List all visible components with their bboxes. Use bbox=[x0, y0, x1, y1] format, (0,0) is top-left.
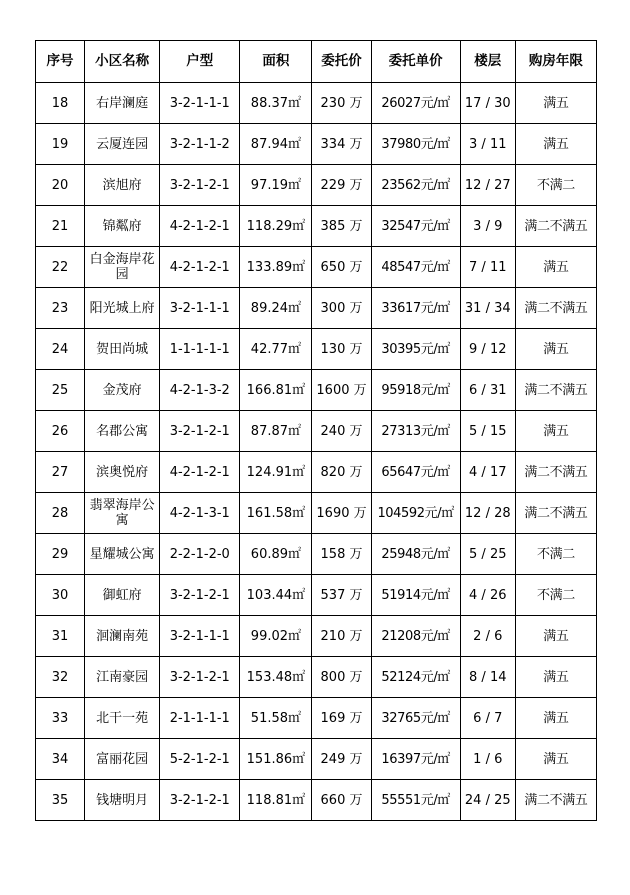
header-ownership-years: 购房年限 bbox=[515, 41, 596, 83]
layout-code-cell: 3-2-1-2-1 bbox=[160, 165, 240, 206]
unit-price-cell: 52124元/㎡ bbox=[371, 657, 460, 698]
floor-cell: 4 / 26 bbox=[460, 575, 515, 616]
asking-price-cell: 1690 万 bbox=[312, 493, 371, 534]
row-index-cell: 35 bbox=[36, 780, 85, 821]
floor-cell: 3 / 11 bbox=[460, 124, 515, 165]
unit-price-cell: 16397元/㎡ bbox=[371, 739, 460, 780]
row-index-cell: 24 bbox=[36, 329, 85, 370]
row-index-cell: 20 bbox=[36, 165, 85, 206]
property-listing-table bbox=[35, 40, 597, 821]
community-name-cell: 滨奥悦府 bbox=[85, 452, 160, 493]
ownership-years-cell: 满五 bbox=[515, 124, 596, 165]
area-cell: 89.24㎡ bbox=[240, 288, 312, 329]
layout-code-cell: 4-2-1-2-1 bbox=[160, 452, 240, 493]
floor-cell: 5 / 15 bbox=[460, 411, 515, 452]
floor-cell: 7 / 11 bbox=[460, 247, 515, 288]
floor-cell: 6 / 31 bbox=[460, 370, 515, 411]
area-cell: 161.58㎡ bbox=[240, 493, 312, 534]
ownership-years-cell: 满五 bbox=[515, 83, 596, 124]
unit-price-cell: 33617元/㎡ bbox=[371, 288, 460, 329]
asking-price-cell: 210 万 bbox=[312, 616, 371, 657]
ownership-years-cell: 不满二 bbox=[515, 165, 596, 206]
ownership-years-cell: 满二不满五 bbox=[515, 493, 596, 534]
layout-code-cell: 1-1-1-1-1 bbox=[160, 329, 240, 370]
community-name-cell: 滨旭府 bbox=[85, 165, 160, 206]
table-row bbox=[36, 288, 597, 329]
unit-price-cell: 32547元/㎡ bbox=[371, 206, 460, 247]
table-row bbox=[36, 452, 597, 493]
header-area: 面积 bbox=[240, 41, 312, 83]
community-name-cell: 白金海岸花园 bbox=[85, 247, 160, 288]
unit-price-cell: 23562元/㎡ bbox=[371, 165, 460, 206]
layout-code-cell: 4-2-1-3-1 bbox=[160, 493, 240, 534]
ownership-years-cell: 满五 bbox=[515, 616, 596, 657]
ownership-years-cell: 满五 bbox=[515, 739, 596, 780]
community-name-cell: 洄澜南苑 bbox=[85, 616, 160, 657]
area-cell: 42.77㎡ bbox=[240, 329, 312, 370]
asking-price-cell: 130 万 bbox=[312, 329, 371, 370]
area-cell: 118.81㎡ bbox=[240, 780, 312, 821]
table-row bbox=[36, 534, 597, 575]
layout-code-cell: 4-2-1-3-2 bbox=[160, 370, 240, 411]
header-floor: 楼层 bbox=[460, 41, 515, 83]
header-index: 序号 bbox=[36, 41, 85, 83]
floor-cell: 6 / 7 bbox=[460, 698, 515, 739]
row-index-cell: 33 bbox=[36, 698, 85, 739]
table-row bbox=[36, 616, 597, 657]
floor-cell: 17 / 30 bbox=[460, 83, 515, 124]
row-index-cell: 30 bbox=[36, 575, 85, 616]
table-row bbox=[36, 83, 597, 124]
asking-price-cell: 820 万 bbox=[312, 452, 371, 493]
layout-code-cell: 3-2-1-1-1 bbox=[160, 616, 240, 657]
row-index-cell: 18 bbox=[36, 83, 85, 124]
unit-price-cell: 37980元/㎡ bbox=[371, 124, 460, 165]
area-cell: 97.19㎡ bbox=[240, 165, 312, 206]
table-row bbox=[36, 575, 597, 616]
floor-cell: 2 / 6 bbox=[460, 616, 515, 657]
ownership-years-cell: 不满二 bbox=[515, 575, 596, 616]
asking-price-cell: 385 万 bbox=[312, 206, 371, 247]
table-row bbox=[36, 165, 597, 206]
layout-code-cell: 2-1-1-1-1 bbox=[160, 698, 240, 739]
ownership-years-cell: 满二不满五 bbox=[515, 370, 596, 411]
ownership-years-cell: 满二不满五 bbox=[515, 780, 596, 821]
unit-price-cell: 32765元/㎡ bbox=[371, 698, 460, 739]
asking-price-cell: 1600 万 bbox=[312, 370, 371, 411]
ownership-years-cell: 满二不满五 bbox=[515, 288, 596, 329]
layout-code-cell: 3-2-1-2-1 bbox=[160, 575, 240, 616]
area-cell: 166.81㎡ bbox=[240, 370, 312, 411]
floor-cell: 12 / 27 bbox=[460, 165, 515, 206]
row-index-cell: 34 bbox=[36, 739, 85, 780]
row-index-cell: 22 bbox=[36, 247, 85, 288]
community-name-cell: 贺田尚城 bbox=[85, 329, 160, 370]
header-community-name: 小区名称 bbox=[85, 41, 160, 83]
community-name-cell: 金茂府 bbox=[85, 370, 160, 411]
ownership-years-cell: 满二不满五 bbox=[515, 206, 596, 247]
table-row bbox=[36, 739, 597, 780]
layout-code-cell: 5-2-1-2-1 bbox=[160, 739, 240, 780]
asking-price-cell: 249 万 bbox=[312, 739, 371, 780]
area-cell: 151.86㎡ bbox=[240, 739, 312, 780]
layout-code-cell: 4-2-1-2-1 bbox=[160, 247, 240, 288]
community-name-cell: 江南豪园 bbox=[85, 657, 160, 698]
unit-price-cell: 51914元/㎡ bbox=[371, 575, 460, 616]
layout-code-cell: 4-2-1-2-1 bbox=[160, 206, 240, 247]
unit-price-cell: 25948元/㎡ bbox=[371, 534, 460, 575]
layout-code-cell: 3-2-1-2-1 bbox=[160, 780, 240, 821]
header-layout: 户型 bbox=[160, 41, 240, 83]
asking-price-cell: 300 万 bbox=[312, 288, 371, 329]
community-name-cell: 阳光城上府 bbox=[85, 288, 160, 329]
area-cell: 99.02㎡ bbox=[240, 616, 312, 657]
floor-cell: 31 / 34 bbox=[460, 288, 515, 329]
area-cell: 118.29㎡ bbox=[240, 206, 312, 247]
asking-price-cell: 660 万 bbox=[312, 780, 371, 821]
unit-price-cell: 26027元/㎡ bbox=[371, 83, 460, 124]
area-cell: 51.58㎡ bbox=[240, 698, 312, 739]
floor-cell: 5 / 25 bbox=[460, 534, 515, 575]
table-row bbox=[36, 247, 597, 288]
row-index-cell: 28 bbox=[36, 493, 85, 534]
community-name-cell: 御虹府 bbox=[85, 575, 160, 616]
header-unit-price: 委托单价 bbox=[371, 41, 460, 83]
floor-cell: 9 / 12 bbox=[460, 329, 515, 370]
floor-cell: 3 / 9 bbox=[460, 206, 515, 247]
layout-code-cell: 2-2-1-2-0 bbox=[160, 534, 240, 575]
asking-price-cell: 158 万 bbox=[312, 534, 371, 575]
header-asking-price: 委托价 bbox=[312, 41, 371, 83]
unit-price-cell: 104592元/㎡ bbox=[371, 493, 460, 534]
row-index-cell: 31 bbox=[36, 616, 85, 657]
unit-price-cell: 30395元/㎡ bbox=[371, 329, 460, 370]
community-name-cell: 星耀城公寓 bbox=[85, 534, 160, 575]
row-index-cell: 25 bbox=[36, 370, 85, 411]
layout-code-cell: 3-2-1-1-1 bbox=[160, 83, 240, 124]
floor-cell: 4 / 17 bbox=[460, 452, 515, 493]
asking-price-cell: 800 万 bbox=[312, 657, 371, 698]
unit-price-cell: 48547元/㎡ bbox=[371, 247, 460, 288]
area-cell: 133.89㎡ bbox=[240, 247, 312, 288]
floor-cell: 24 / 25 bbox=[460, 780, 515, 821]
area-cell: 88.37㎡ bbox=[240, 83, 312, 124]
table-row bbox=[36, 370, 597, 411]
unit-price-cell: 55551元/㎡ bbox=[371, 780, 460, 821]
ownership-years-cell: 不满二 bbox=[515, 534, 596, 575]
asking-price-cell: 334 万 bbox=[312, 124, 371, 165]
community-name-cell: 钱塘明月 bbox=[85, 780, 160, 821]
unit-price-cell: 21208元/㎡ bbox=[371, 616, 460, 657]
unit-price-cell: 95918元/㎡ bbox=[371, 370, 460, 411]
asking-price-cell: 650 万 bbox=[312, 247, 371, 288]
row-index-cell: 27 bbox=[36, 452, 85, 493]
table-row bbox=[36, 124, 597, 165]
community-name-cell: 名郡公寓 bbox=[85, 411, 160, 452]
area-cell: 153.48㎡ bbox=[240, 657, 312, 698]
unit-price-cell: 27313元/㎡ bbox=[371, 411, 460, 452]
unit-price-cell: 65647元/㎡ bbox=[371, 452, 460, 493]
floor-cell: 8 / 14 bbox=[460, 657, 515, 698]
table-row bbox=[36, 411, 597, 452]
ownership-years-cell: 满五 bbox=[515, 657, 596, 698]
table-row bbox=[36, 698, 597, 739]
table-row bbox=[36, 780, 597, 821]
layout-code-cell: 3-2-1-1-2 bbox=[160, 124, 240, 165]
asking-price-cell: 240 万 bbox=[312, 411, 371, 452]
table-row bbox=[36, 657, 597, 698]
layout-code-cell: 3-2-1-2-1 bbox=[160, 411, 240, 452]
floor-cell: 12 / 28 bbox=[460, 493, 515, 534]
community-name-cell: 北干一苑 bbox=[85, 698, 160, 739]
table-row bbox=[36, 493, 597, 534]
asking-price-cell: 230 万 bbox=[312, 83, 371, 124]
ownership-years-cell: 满五 bbox=[515, 329, 596, 370]
community-name-cell: 翡翠海岸公寓 bbox=[85, 493, 160, 534]
row-index-cell: 29 bbox=[36, 534, 85, 575]
area-cell: 87.87㎡ bbox=[240, 411, 312, 452]
community-name-cell: 富丽花园 bbox=[85, 739, 160, 780]
listing-sheet bbox=[35, 40, 597, 821]
row-index-cell: 26 bbox=[36, 411, 85, 452]
area-cell: 60.89㎡ bbox=[240, 534, 312, 575]
ownership-years-cell: 满五 bbox=[515, 698, 596, 739]
area-cell: 87.94㎡ bbox=[240, 124, 312, 165]
table-header-row bbox=[36, 41, 597, 83]
table-body bbox=[36, 83, 597, 821]
ownership-years-cell: 满五 bbox=[515, 247, 596, 288]
layout-code-cell: 3-2-1-2-1 bbox=[160, 657, 240, 698]
row-index-cell: 21 bbox=[36, 206, 85, 247]
community-name-cell: 云厦连园 bbox=[85, 124, 160, 165]
row-index-cell: 23 bbox=[36, 288, 85, 329]
table-row bbox=[36, 329, 597, 370]
asking-price-cell: 229 万 bbox=[312, 165, 371, 206]
asking-price-cell: 537 万 bbox=[312, 575, 371, 616]
row-index-cell: 19 bbox=[36, 124, 85, 165]
area-cell: 124.91㎡ bbox=[240, 452, 312, 493]
layout-code-cell: 3-2-1-1-1 bbox=[160, 288, 240, 329]
row-index-cell: 32 bbox=[36, 657, 85, 698]
asking-price-cell: 169 万 bbox=[312, 698, 371, 739]
ownership-years-cell: 满二不满五 bbox=[515, 452, 596, 493]
table-row bbox=[36, 206, 597, 247]
community-name-cell: 锦粼府 bbox=[85, 206, 160, 247]
area-cell: 103.44㎡ bbox=[240, 575, 312, 616]
ownership-years-cell: 满五 bbox=[515, 411, 596, 452]
community-name-cell: 右岸澜庭 bbox=[85, 83, 160, 124]
floor-cell: 1 / 6 bbox=[460, 739, 515, 780]
